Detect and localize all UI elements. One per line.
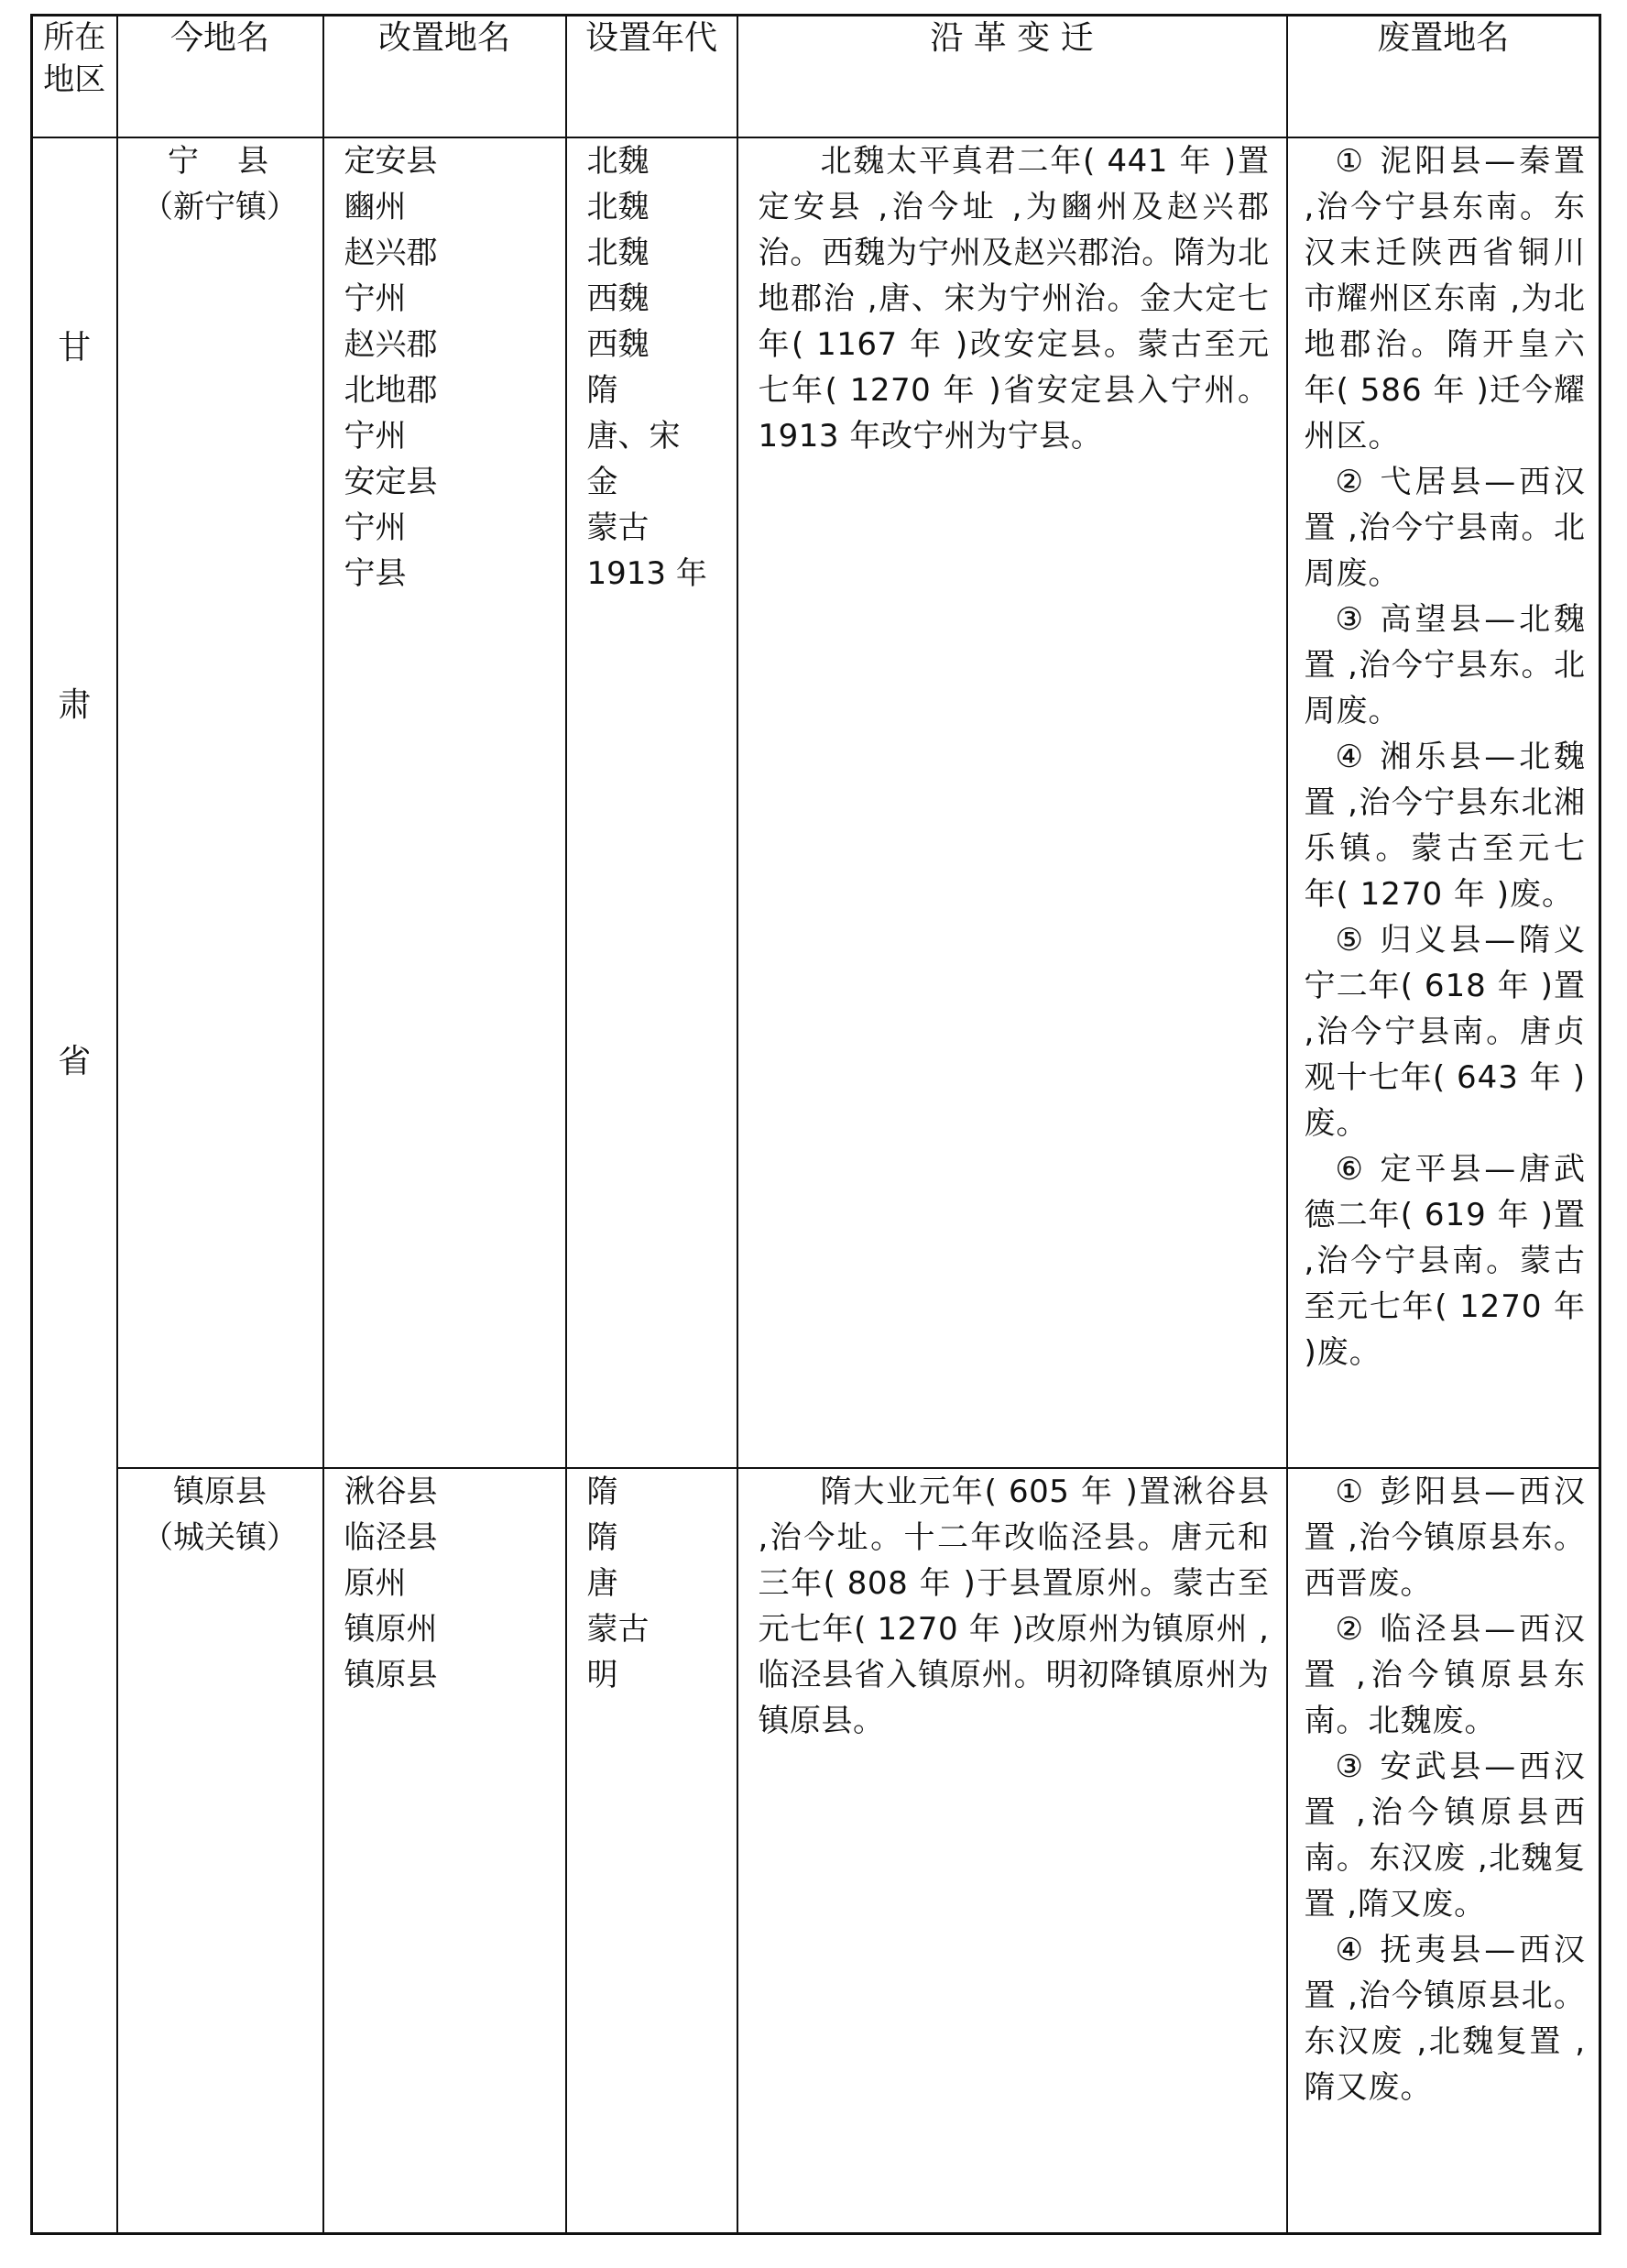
list-item: 北魏 xyxy=(586,189,650,225)
list-item: 原州 xyxy=(344,1565,407,1602)
abolished-item: ① 彭阳县—西汉置 ,治今镇原县东。西晋废。 xyxy=(1304,1474,1586,1602)
list-item: 隋 xyxy=(586,372,618,409)
place-name: 镇原县 xyxy=(173,1474,267,1510)
history-text: 隋大业元年( 605 年 )置湫谷县 ,治今址。十二年改临泾县。唐元和三年( 808 年 )于县置原州。蒙古至元七年( 1270 年 )改原州为镇原州 ,临泾县省入镇原州。明初降镇原州为镇原县。 xyxy=(758,1474,1270,1739)
changed-names-cell xyxy=(323,137,566,1468)
list-item: 定安县 xyxy=(344,143,438,180)
header-changed-name: 改置地名 xyxy=(323,16,566,138)
list-item: 宁州 xyxy=(344,509,407,546)
list-item: 1913 年 xyxy=(586,555,707,592)
abolished-item: ② 弋居县—西汉置 ,治今宁县南。北周废。 xyxy=(1304,464,1586,592)
list-item: 赵兴郡 xyxy=(344,326,438,363)
list-item: 安定县 xyxy=(344,464,438,500)
abolished-item: ② 临泾县—西汉置 ,治今镇原县东南。北魏废。 xyxy=(1304,1611,1586,1739)
changed-names-cell xyxy=(323,1468,566,2234)
list-item: 蒙古 xyxy=(586,509,650,546)
history-text: 北魏太平真君二年( 441 年 )置定安县 ,治今址 ,为豳州及赵兴郡治。西魏为宁州及赵兴郡治。隋为北地郡治 ,唐、宋为宁州治。金大定七年( 1167 年 )改安定县。蒙古至元七年( 1270 年 )省安定县入宁州。1913 年改宁州为宁县。 xyxy=(758,143,1270,455)
header-region: 所在地区 xyxy=(32,16,117,138)
eras-cell xyxy=(566,1468,737,2234)
list-item: 北地郡 xyxy=(344,372,438,409)
abolished-cell xyxy=(1287,137,1600,1468)
abolished-item: ① 泥阳县—秦置 ,治今宁县东南。东汉末迁陕西省铜川市耀州区东南 ,为北地郡治。隋开皇六年( 586 年 )迁今耀州区。 xyxy=(1304,143,1586,455)
list-item: 隋 xyxy=(586,1474,618,1510)
abolished-item: ④ 湘乐县—北魏置 ,治今宁县东北湘乐镇。蒙古至元七年( 1270 年 )废。 xyxy=(1304,739,1586,913)
region-char: 省 xyxy=(58,1043,92,1080)
list-item: 镇原州 xyxy=(344,1611,438,1648)
header-history: 沿 革 变 迁 xyxy=(737,16,1287,138)
abolished-item: ③ 高望县—北魏置 ,治今宁县东。北周废。 xyxy=(1304,601,1586,729)
list-item: 唐 xyxy=(586,1565,618,1602)
abolished-item: ⑥ 定平县—唐武德二年( 619 年 )置 ,治今宁县南。蒙古至元七年( 1270 年 )废。 xyxy=(1304,1151,1586,1371)
header-row xyxy=(32,16,1600,138)
region-cell xyxy=(32,137,117,2234)
abolished-item: ⑤ 归义县—隋义宁二年( 618 年 )置 ,治今宁县南。唐贞观十七年( 643 年 )废。 xyxy=(1304,922,1586,1142)
list-item: 北魏 xyxy=(586,235,650,271)
history-cell xyxy=(737,1468,1287,2234)
abolished-cell xyxy=(1287,1468,1600,2234)
header-today-name: 今地名 xyxy=(117,16,323,138)
table-row xyxy=(32,1468,1600,2234)
list-item: 赵兴郡 xyxy=(344,235,438,271)
list-item: 北魏 xyxy=(586,143,650,180)
today-name-cell xyxy=(117,137,323,1468)
gazetteer-table xyxy=(30,14,1601,2235)
header-era: 设置年代 xyxy=(566,16,737,138)
header-abolished: 废置地名 xyxy=(1287,16,1600,138)
region-char: 甘 xyxy=(58,329,92,367)
place-name: 宁 县 xyxy=(168,143,272,180)
list-item: 金 xyxy=(586,464,618,500)
list-item: 隋 xyxy=(586,1519,618,1556)
list-item: 豳州 xyxy=(344,189,407,225)
list-item: 宁州 xyxy=(344,418,407,455)
region-char: 肃 xyxy=(58,685,92,724)
place-seat: （新宁镇） xyxy=(142,189,298,225)
list-item: 明 xyxy=(586,1657,618,1693)
list-item: 唐、宋 xyxy=(586,418,681,455)
history-cell xyxy=(737,137,1287,1468)
table-row xyxy=(32,137,1600,1468)
list-item: 宁县 xyxy=(344,555,407,592)
list-item: 镇原县 xyxy=(344,1657,438,1693)
eras-cell xyxy=(566,137,737,1468)
abolished-item: ④ 抚夷县—西汉置 ,治今镇原县北。东汉废 ,北魏复置 ,隋又废。 xyxy=(1304,1932,1586,2106)
list-item: 临泾县 xyxy=(344,1519,438,1556)
list-item: 湫谷县 xyxy=(344,1474,438,1510)
list-item: 蒙古 xyxy=(586,1611,650,1648)
today-name-cell xyxy=(117,1468,323,2234)
abolished-item: ③ 安武县—西汉置 ,治今镇原县西南。东汉废 ,北魏复置 ,隋又废。 xyxy=(1304,1748,1586,1923)
list-item: 宁州 xyxy=(344,280,407,317)
list-item: 西魏 xyxy=(586,280,650,317)
place-seat: （城关镇） xyxy=(142,1519,298,1556)
list-item: 西魏 xyxy=(586,326,650,363)
